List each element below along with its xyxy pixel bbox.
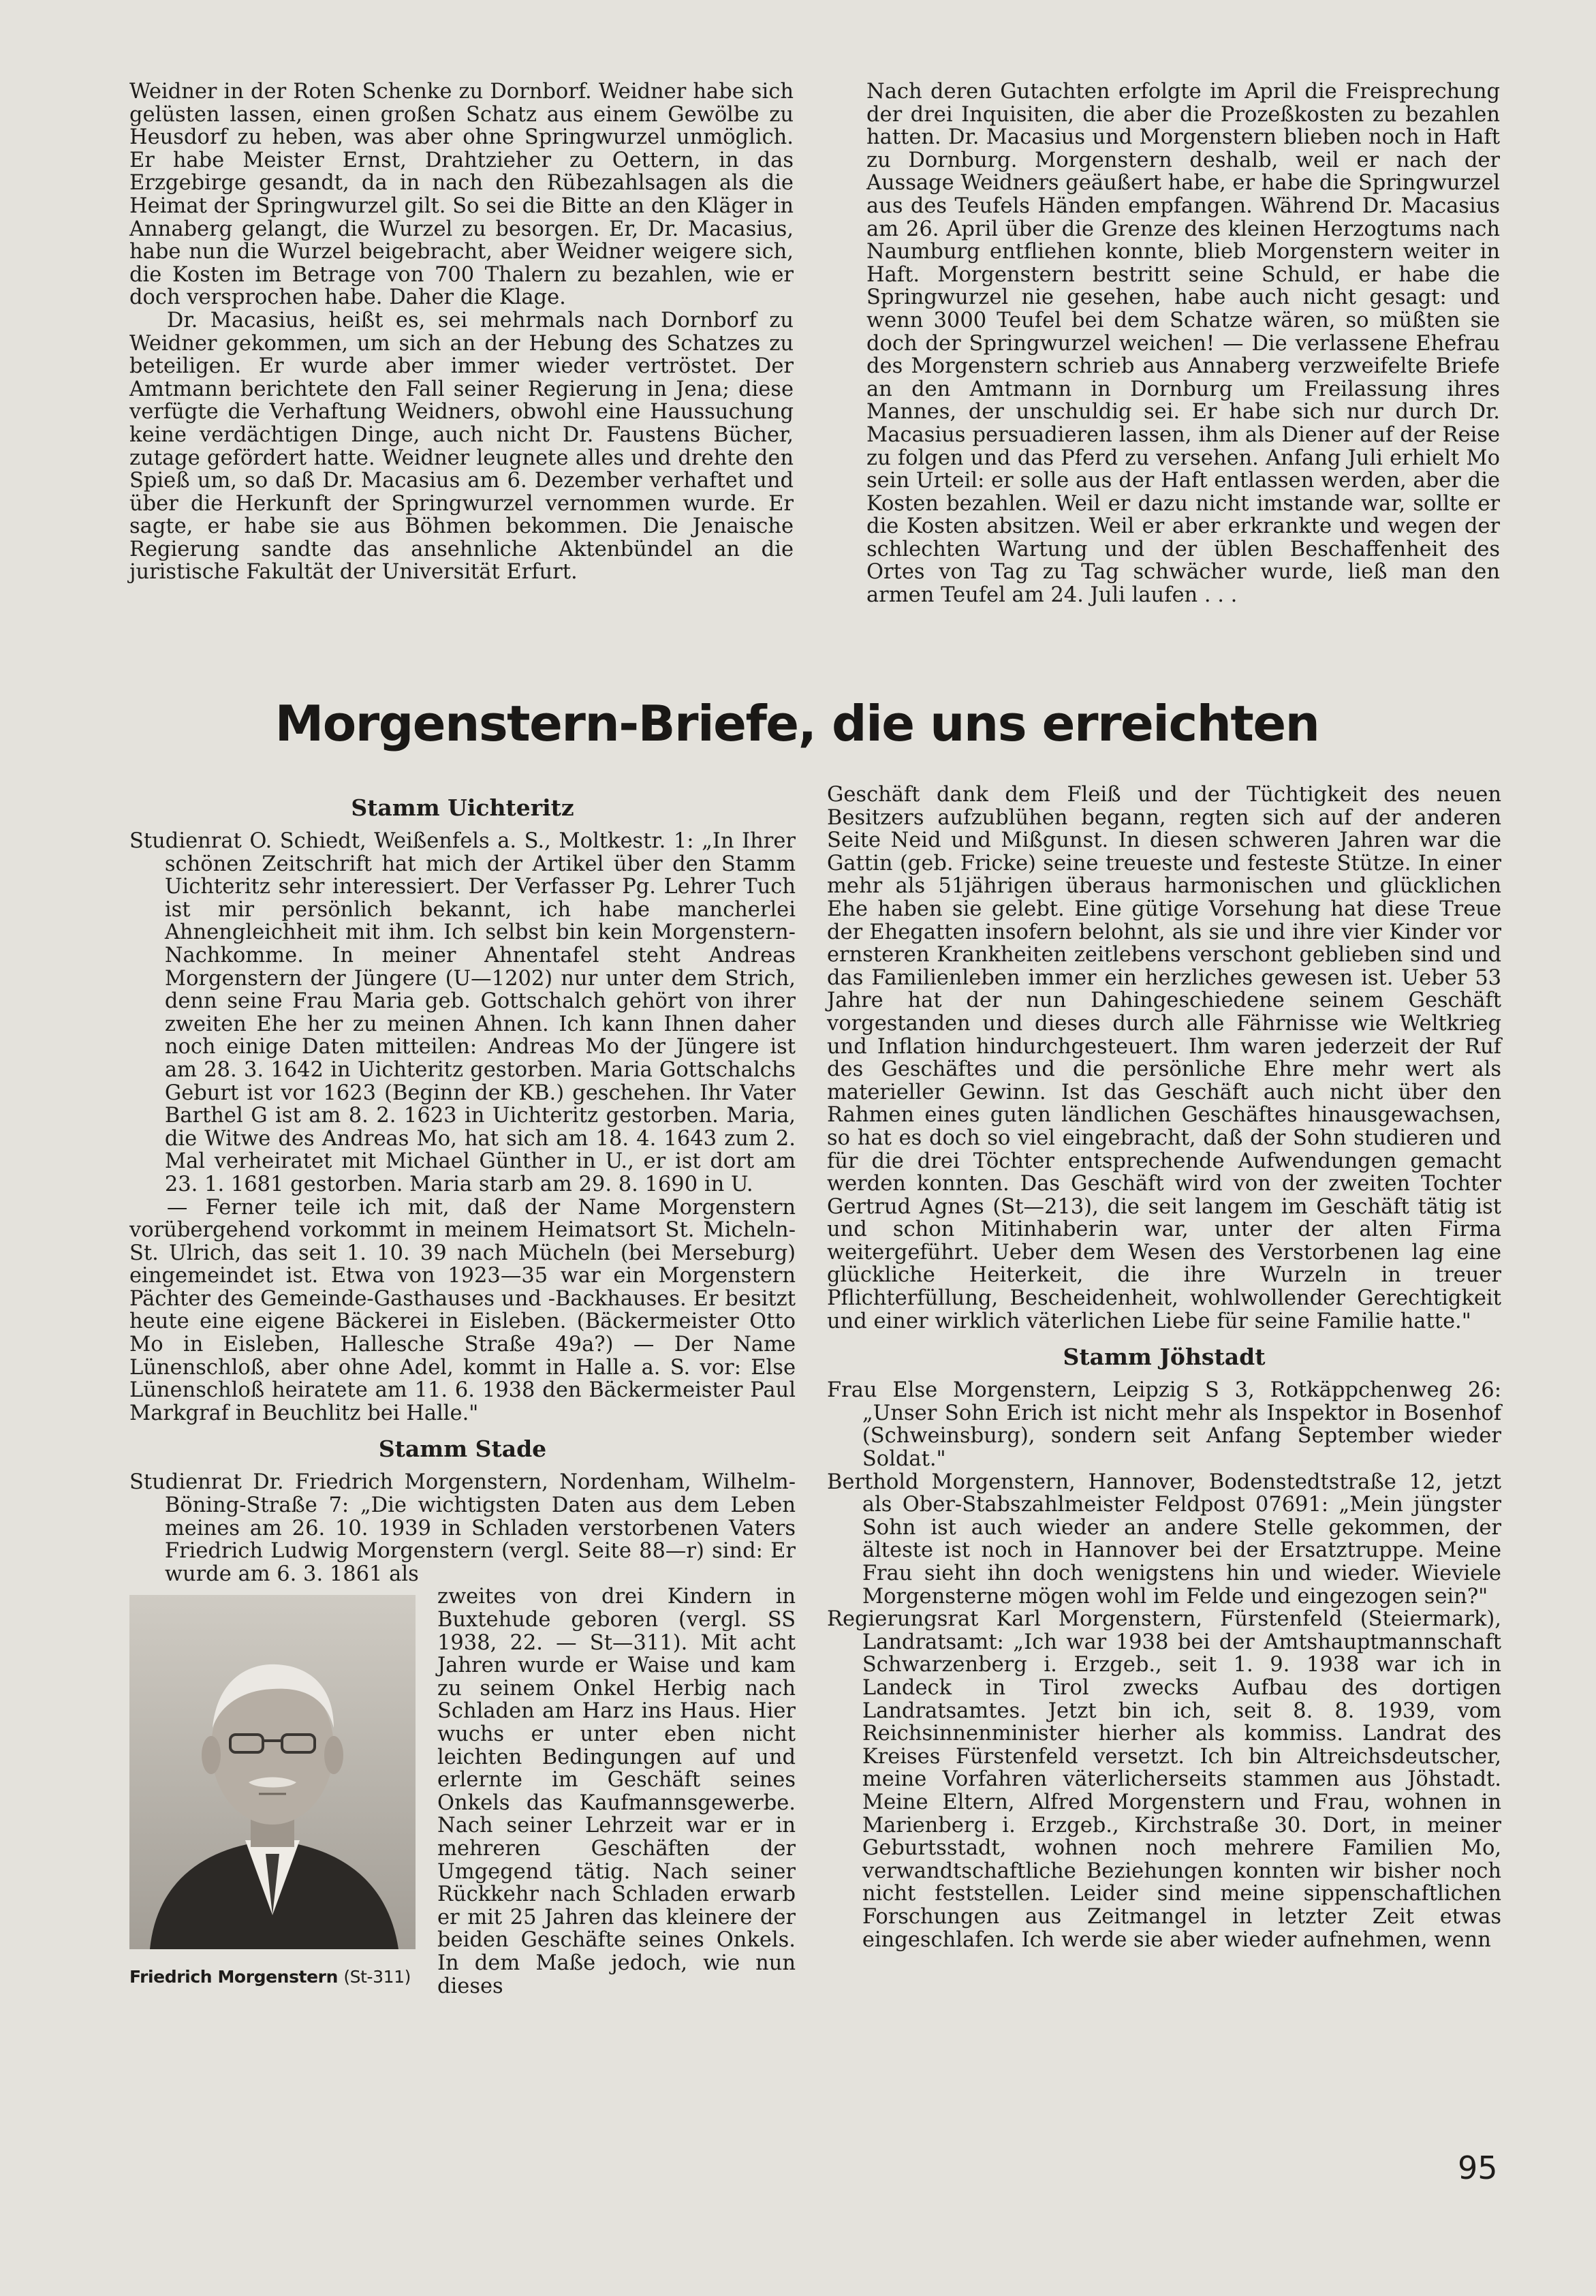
- section-heading-uichteritz: Stamm Uichteritz: [351, 794, 574, 821]
- section-heading-stade: Stamm Stade: [378, 1436, 547, 1463]
- top-right-column: [866, 80, 1500, 607]
- letter-morgenstern-biography: zweites von drei Kindern in Buxtehude geboren (vergl. SS 1938, 22. — St—311). Mit acht Jahren wurde er Waise und kam zu seinem Onkel Herbig nach Schladen am Harz ins Haus. Hier wuchs er unter eben nicht leichten Bedingungen auf und erlernte im Geschäft seines Onkels das Kaufmannsgewerbe. Nach seiner Lehrzeit war er in mehreren Geschäften der Umgegend tätig. Nach seiner Rückkehr nach Schladen erwarb er mit 25 Jahren das kleinere der beiden Geschäfte seines Onkels. In dem Maße jedoch, wie nun dieses: [437, 1585, 796, 1998]
- portrait-photo: [129, 1595, 416, 1949]
- letter-schiedt-continued: — Ferner teile ich mit, daß der Name Morgenstern vorübergehend vorkommt in meinem Heimatsort St. Micheln-St. Ulrich, das seit 1. 10. 39 nach Mücheln (bei Merseburg) eingemeindet ist. Etwa von 1923—35 war ein Morgenstern Pächter des Gemeinde-Gasthauses und -Backhauses. Er besitzt heute eine eigene Bäckerei in Eisleben. (Bäckermeister Otto Mo in Eisleben, Hallesche Straße 49a?) — Der Name Lünenschloß, aber ohne Adel, kommt in Halle a. S. vor: Else Lünenschloß heiratete am 11. 6. 1938 den Bäckermeister Paul Markgraf in Beuchlitz bei Halle.": [129, 1195, 796, 1425]
- right-lower-column: [827, 784, 1501, 1951]
- section-heading-johstadt: Stamm Jöhstadt: [1063, 1344, 1266, 1371]
- page-number: 95: [1458, 2150, 1498, 2186]
- top-left-column: [129, 80, 794, 584]
- caption-name: Friedrich Morgenstern: [129, 1967, 338, 1987]
- letter-morgenstern-continued: Geschäft dank dem Fleiß und der Tüchtigkeit des neuen Besitzers aufzublühen begann, regten sich auf der anderen Seite Neid und Mißgunst. In diesen schweren Jahren war die Gattin (geb. Fricke) seine treueste und festeste Stütze. In einer mehr als 51jährigen überaus harmonischen und glücklichen Ehe haben sie gelebt. Eine gütige Vorsehung hat diese Treue der Ehegatten insofern belohnt, als sie und ihre vier Kinder vor ernsteren Krankheiten zeitlebens verschont geblieben sind und das Familienleben immer ein herzliches gewesen ist. Ueber 53 Jahre hat der nun Dahingeschiedene seinem Geschäft vorgestanden und dieses durch alle Fährnisse wie Weltkrieg und Inflation hindurchgesteuert. Ihm waren jederzeit der Ruf des Geschäftes und die persönliche Ehre mehr wert als materieller Gewinn. Ist das Geschäft auch nicht über den Rahmen eines guten ländlichen Geschäftes hinausgewachsen, so hat es doch so viel eingebracht, daß der Sohn studieren und für die drei Töchter entsprechende Aufwendungen gemacht werden konnten. Das Geschäft wird von der zweiten Tochter Gertrud Agnes (St—213), die seit langem im Geschäft tätig ist und schon Mitinhaberin war, unter der alten Firma weitergeführt. Ueber dem Wesen des Verstorbenen lag eine glückliche Heiterkeit, die ihre Wurzeln in treuer Pflichterfüllung, Bescheidenheit, wohlwollender Gerechtigkeit und einer wirklich väterlichen Liebe für seine Familie hatte.": [827, 783, 1501, 1333]
- left-lower-column: [129, 784, 796, 1998]
- caption-ref: (St-311): [343, 1967, 411, 1987]
- paragraph: Nach deren Gutachten erfolgte im April die Freisprechung der drei Inquisiten, die aber die Prozeßkosten zu bezahlen hatten. Dr. Macasius und Morgenstern blieben noch in Haft zu Dornburg. Morgenstern deshalb, weil er nach der Aussage Weidners geäußert habe, er habe die Springwurzel aus des Teufels Händen empfangen. Während Dr. Macasius am 26. April über die Grenze des kleinen Herzogtums nach Naumburg entfliehen konnte, blieb Morgenstern weiter in Haft. Morgenstern bestritt seine Schuld, er habe die Springwurzel nie gesehen, habe auch nicht gesagt: und wenn 3000 Teufel bei dem Schatze wären, so müßten sie doch der Springwurzel weichen! — Die verlassene Ehefrau des Morgenstern schrieb aus Annaberg verzweifelte Briefe an den Amtmann in Dornburg um Freilassung ihres Mannes, der unschuldig sei. Er habe sich nur durch Dr. Macasius persuadieren lassen, ihm als Diener auf der Reise zu folgen und das Pferd zu versehen. Anfang Juli erhielt Mo sein Urteil: er solle aus der Haft entlassen werden, aber die Kosten bezahlen. Weil er dazu nicht imstande war, sollte er die Kosten absitzen. Weil er aber erkrankte und wegen der schlechten Wartung und der üblen Beschaffenheit des Ortes von Tag zu Tag schwächer wurde, ließ man den armen Teufel am 24. Juli laufen . . .: [866, 80, 1500, 608]
- article-headline: Morgenstern-Briefe, die uns erreichten: [275, 695, 1319, 752]
- portrait-caption: [129, 1967, 422, 1987]
- letter-else-morgenstern: Frau Else Morgenstern, Leipzig S 3, Rotkäppchenweg 26: „Unser Sohn Erich ist nicht mehr als Inspektor in Bosenhof (Schweinsburg), sondern seit Anfang September wieder Soldat.": [827, 1378, 1501, 1472]
- letter-morgenstern-intro: Studienrat Dr. Friedrich Morgenstern, Nordenham, Wilhelm-Böning-Straße 7: „Die wichtigsten Daten aus dem Leben meines am 26. 10. 1939 in Schladen verstorbenen Vaters Friedrich Ludwig Morgenstern (vergl. Seite 88—r) sind: Er wurde am 6. 3. 1861 als: [129, 1470, 796, 1586]
- letter-karl-morgenstern: Regierungsrat Karl Morgenstern, Fürstenfeld (Steiermark), Landratsamt: „Ich war 1938 bei der Amtshauptmannschaft Schwarzenberg i. Erzgeb., seit 1. 9. 1938 war ich in Landeck in Tirol zwecks Aufbau des dortigen Landratsamtes. Jetzt bin ich, seit 8. 8. 1939, vom Reichsinnenminister hierher als kommiss. Landrat des Kreises Fürstenfeld versetzt. Ich bin Altreichsdeutscher, meine Vorfahren väterlicherseits stammen aus Jöhstadt. Meine Eltern, Alfred Morgenstern und Frau, wohnen in Marienberg i. Erzgeb., Kirchstraße 30. Dort, in meiner Geburtsstadt, wohnen noch mehrere Familien Mo, verwandtschaftliche Beziehungen konnten wir bisher noch nicht feststellen. Leider sind meine sippenschaftlichen Forschungen aus Zeitmangel in letzter Zeit etwas eingeschlafen. Ich werde sie aber wieder aufnehmen, wenn: [827, 1607, 1501, 1952]
- portrait-figure: [129, 1595, 422, 1987]
- paragraph: Weidner in der Roten Schenke zu Dornborf. Weidner habe sich gelüsten lassen, einen großen Schatz aus einem Gewölbe zu Heusdorf zu heben, was aber ohne Springwurzel unmöglich. Er habe Meister Ernst, Drahtzieher zu Oettern, in das Erzgebirge gesandt, da in nach den Rübezahlsagen als die Heimat der Springwurzel gilt. So sei die Bitte an den Kläger in Annaberg gelangt, die Wurzel zu besorgen. Er, Dr. Macasius, habe nun die Wurzel beigebracht, aber Weidner weigere sich, die Kosten im Betrage von 700 Thalern zu bezahlen, wie er doch versprochen habe. Daher die Klage.: [129, 80, 794, 310]
- paragraph: Dr. Macasius, heißt es, sei mehrmals nach Dornborf zu Weidner gekommen, um sich an der Hebung des Schatzes zu beteiligen. Er wurde aber immer wieder vertröstet. Der Amtmann berichtete den Fall seiner Regierung in Jena; diese verfügte die Verhaftung Weidners, obwohl eine Haussuchung keine verdächtigen Dinge, auch nicht Dr. Faustens Bücher, zutage gefördert hatte. Weidner leugnete alles und drehte den Spieß um, so daß Dr. Macasius am 6. Dezember verhaftet und über die Herkunft der Springwurzel vernommen wurde. Er sagte, er habe sie aus Böhmen bekommen. Die Jenaische Regierung sandte das ansehnliche Aktenbündel an die juristische Fakultät der Universität Erfurt.: [129, 308, 794, 585]
- letter-berthold-morgenstern: Berthold Morgenstern, Hannover, Bodenstedtstraße 12, jetzt als Ober-Stabszahlmeister Feldpost 07691: „Mein jüngster Sohn ist auch wieder an andere Stelle gekommen, der älteste ist noch in Hannover bei der Ersatztruppe. Meine Frau sieht ihn doch wenigstens hin und wieder. Wieviele Morgensterne mögen wohl im Felde und eingezogen sein?": [827, 1470, 1501, 1609]
- letter-schiedt: Studienrat O. Schiedt, Weißenfels a. S., Moltkestr. 1: „In Ihrer schönen Zeitschrift hat mich der Artikel über den Stamm Uichteritz sehr interessiert. Der Verfasser Pg. Lehrer Tuch ist mir persönlich bekannt, ich habe mancherlei Ahnengleichheit mit ihm. Ich selbst bin kein Morgenstern-Nachkomme. In meiner Ahnentafel steht Andreas Morgenstern der Jüngere (U—1202) nur unter dem Strich, denn seine Frau Maria geb. Gottschalch gehört von ihrer zweiten Ehe her zu meinen Ahnen. Ich kann Ihnen daher noch einige Daten mitteilen: Andreas Mo der Jüngere ist am 28. 3. 1642 in Uichteritz gestorben. Maria Gottschalchs Geburt ist vor 1623 (Beginn der KB.) geschehen. Ihr Vater Barthel G ist am 8. 2. 1623 in Uichteritz gestorben. Maria, die Witwe des Andreas Mo, hat sich am 18. 4. 1643 zum 2. Mal verheiratet mit Michael Günther in U., er ist dort am 23. 1. 1681 gestorben. Maria starb am 29. 8. 1690 in U.: [129, 829, 796, 1196]
